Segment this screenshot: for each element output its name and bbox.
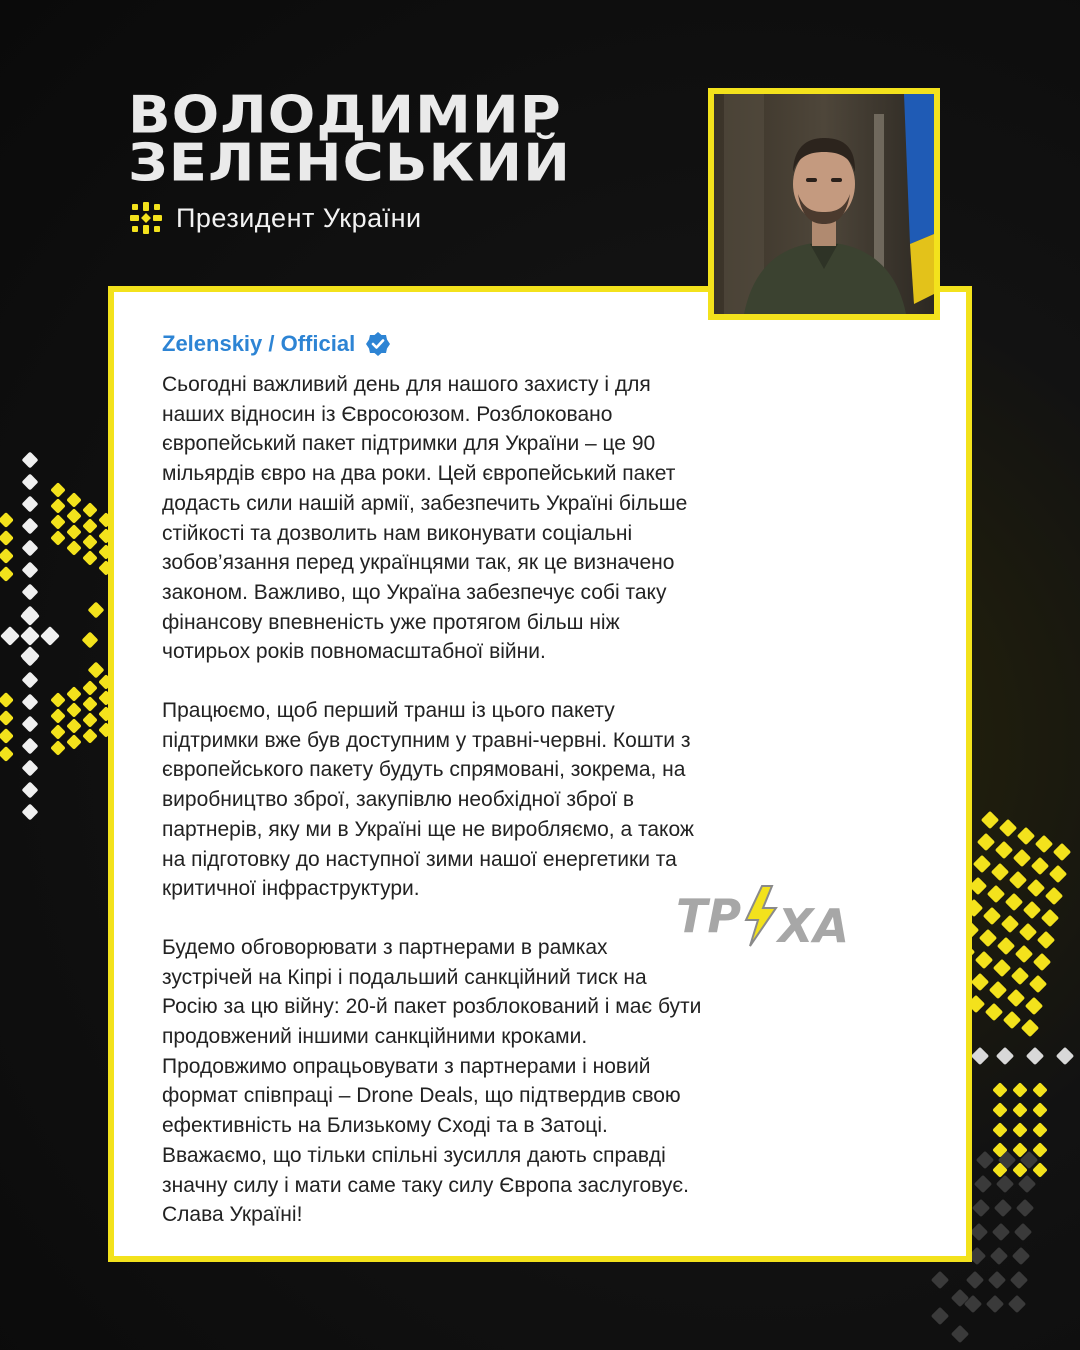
ornament-square [1012, 1102, 1028, 1118]
ornament-square [981, 811, 999, 829]
ornament-square [1014, 1223, 1032, 1241]
post-author-row [162, 326, 782, 362]
ornament-square [22, 804, 39, 821]
ornament-square [1041, 909, 1059, 927]
ornament-square [82, 696, 98, 712]
ornament-square [1031, 857, 1049, 875]
ornament-square [1032, 1122, 1048, 1138]
ornament-square [66, 734, 82, 750]
ornament-square [1045, 887, 1063, 905]
post-paragraph-3: Будемо обговорювати з партнерами в рамках зустрічей на Кіпрі і подальший санкційний тиск на Росію за цю війну: 20-й пакет розблокований і має бути продовжений іншими санкційними кроками. Продовжимо опрацьовувати з партнерами і новий формат співпраці – Drone Deals, що підтвердив свою ефективність на Близькому Сході та в Затоці. Вважаємо, що тільки спільні зусилля дають справді значну силу і мати саме таку силу Європа заслуговує. Слава Україні! [162, 935, 702, 1227]
portrait-illustration [714, 94, 934, 314]
watermark-logo [676, 880, 876, 952]
ornament-square [22, 584, 39, 601]
watermark-text-right: ХА [778, 899, 850, 952]
ornament-square [1029, 975, 1047, 993]
subtitle: Президент України [176, 202, 422, 233]
ornament-square [40, 626, 60, 646]
ornament-square [1032, 1162, 1048, 1178]
ornament-square [82, 632, 99, 649]
ornament-square [1032, 1082, 1048, 1098]
post-content [162, 326, 782, 1230]
post-author[interactable]: Zelenskiy / Official [162, 331, 356, 356]
ornament-square [50, 740, 66, 756]
ornament-square [22, 540, 39, 557]
ornament-square [975, 951, 993, 969]
ornament-square [20, 606, 40, 626]
ornament-square [1015, 945, 1033, 963]
ornament-square [1001, 915, 1019, 933]
ornament-square [992, 1122, 1008, 1138]
ornament-square [992, 1082, 1008, 1098]
ornament-square [989, 981, 1007, 999]
ornament-square [22, 496, 39, 513]
ornament-square [1018, 1175, 1036, 1193]
ornament-square [976, 1151, 994, 1169]
ornament-square [1017, 827, 1035, 845]
ornament-square [20, 626, 40, 646]
ornament-square [88, 662, 105, 679]
ornament-square [0, 728, 14, 744]
ornament-square [50, 498, 66, 514]
ornament-square [0, 692, 14, 708]
ornament-square [22, 474, 39, 491]
ornament-square [22, 738, 39, 755]
ornament-square [22, 782, 39, 799]
ornament-square [996, 1047, 1014, 1065]
ornament-square [88, 602, 105, 619]
ornament-square [931, 1307, 949, 1325]
ornament-square [972, 1199, 990, 1217]
ornament-square [1049, 865, 1067, 883]
ornament-square [50, 482, 66, 498]
ornament-square [0, 626, 20, 646]
ornament-square [1053, 843, 1071, 861]
ornament-square [1011, 967, 1029, 985]
ornament-square [0, 548, 14, 564]
ornament-square [971, 973, 989, 991]
ornament-square [1032, 1102, 1048, 1118]
ornament-square [1027, 879, 1045, 897]
ornament-square [1008, 1295, 1026, 1313]
ornament-square [1025, 997, 1043, 1015]
ornament-square [66, 718, 82, 734]
ornament-square [50, 530, 66, 546]
ornament-square [973, 855, 991, 873]
ornament-square [1032, 1142, 1048, 1158]
ornament-square [1023, 901, 1041, 919]
ornament-square [987, 885, 1005, 903]
ornament-square [999, 819, 1017, 837]
page-title [128, 85, 571, 194]
ornament-square [22, 562, 39, 579]
title-line-first-name: ВОЛОДИМИР [128, 85, 562, 146]
ornament-square [50, 708, 66, 724]
ornament-square [20, 646, 40, 666]
ornament-square [22, 518, 39, 535]
ornament-square [971, 1047, 989, 1065]
ornament-square [1012, 1122, 1028, 1138]
ornament-square [995, 841, 1013, 859]
ornament-square [1012, 1247, 1030, 1265]
ornament-star-icon [128, 200, 164, 236]
ornament-square [1016, 1199, 1034, 1217]
ornament-square [1005, 893, 1023, 911]
ornament-square [974, 1175, 992, 1193]
ornament-square [1056, 1047, 1074, 1065]
ornament-square [66, 524, 82, 540]
ornament-square [22, 672, 39, 689]
ornament-square [1003, 1011, 1021, 1029]
ornament-square [1010, 1271, 1028, 1289]
post-paragraph-1: Сьогодні важливий день для нашого захисту і для наших відносин із Євросоюзом. Розблоковано європейський пакет підтримки для України – це 90 мільярдів євро на два роки. Цей європейський пакет додасть сили нашій армії, забезпечить Україні більше стійкості та дозволить нам виконувати соціальні зобов’язання перед українцями так, як це визначено законом. Важливо, що Україна забезпечує собі таку фінансову впевненість уже протягом більш ніж чотирьох років повномасштабної війни. [162, 373, 688, 664]
ornament-square [1026, 1047, 1044, 1065]
ornament-square [66, 492, 82, 508]
ornament-square [983, 907, 1001, 925]
ornament-square [1009, 871, 1027, 889]
ornament-square [1012, 1082, 1028, 1098]
ornament-square [990, 1247, 1008, 1265]
ornament-square [986, 1295, 1004, 1313]
post-card [108, 286, 972, 1262]
ornament-square [992, 1102, 1008, 1118]
ornament-square [50, 724, 66, 740]
ornament-square [22, 716, 39, 733]
ornament-square [1033, 953, 1051, 971]
ornament-square [66, 508, 82, 524]
ornament-square [66, 686, 82, 702]
ornament-square [988, 1271, 1006, 1289]
ornament-square [979, 929, 997, 947]
title-line-last-name: ЗЕЛЕНСЬКИЙ [128, 133, 571, 194]
ornament-square [993, 959, 1011, 977]
post-paragraph-2: Працюємо, щоб перший транш із цього пакету підтримки вже був доступним у травні-червні. Кошти з європейського пакету будуть спрямовані, зокрема, на виробництво зброї, закупівлю необхідної зброї в партнерів, яку ми в Україні ще не виробляємо, а також на підготовку до наступної зими нашої енергетики та критичної інфраструктури. [162, 699, 694, 901]
ornament-square [1035, 835, 1053, 853]
ornament-square [82, 550, 98, 566]
ornament-square [1019, 923, 1037, 941]
lightning-icon [746, 886, 776, 946]
ornament-square [1037, 931, 1055, 949]
ornament-square [22, 452, 39, 469]
ornament-square [0, 566, 14, 582]
ornament-square [985, 1003, 1003, 1021]
ornament-square [82, 712, 98, 728]
ornament-square [966, 1271, 984, 1289]
ornament-square [992, 1223, 1010, 1241]
ornament-square [82, 534, 98, 550]
ornament-square [66, 540, 82, 556]
ornament-square [0, 746, 14, 762]
ornament-square [931, 1271, 949, 1289]
ornament-square [994, 1199, 1012, 1217]
ornament-square [0, 530, 14, 546]
ornament-square [82, 518, 98, 534]
ornament-square [50, 514, 66, 530]
portrait-photo [708, 88, 940, 320]
ornament-square [997, 937, 1015, 955]
ornament-square [22, 694, 39, 711]
ornament-square [996, 1175, 1014, 1193]
verified-badge-icon [365, 331, 391, 357]
ornament-square [977, 833, 995, 851]
ornament-square [1021, 1019, 1039, 1037]
ornament-square [1007, 989, 1025, 1007]
ornament-square [82, 728, 98, 744]
ornament-square [1013, 849, 1031, 867]
ornament-square [66, 702, 82, 718]
ornament-square [82, 680, 98, 696]
watermark-text-left: ТР [676, 889, 742, 943]
ornament-square [82, 502, 98, 518]
ornament-square [951, 1325, 969, 1343]
ornament-square [0, 512, 14, 528]
ornament-square [22, 760, 39, 777]
ornament-square [50, 692, 66, 708]
ornament-square [0, 710, 14, 726]
ornament-square [991, 863, 1009, 881]
subtitle-row [128, 200, 422, 236]
ornament-square [970, 1223, 988, 1241]
